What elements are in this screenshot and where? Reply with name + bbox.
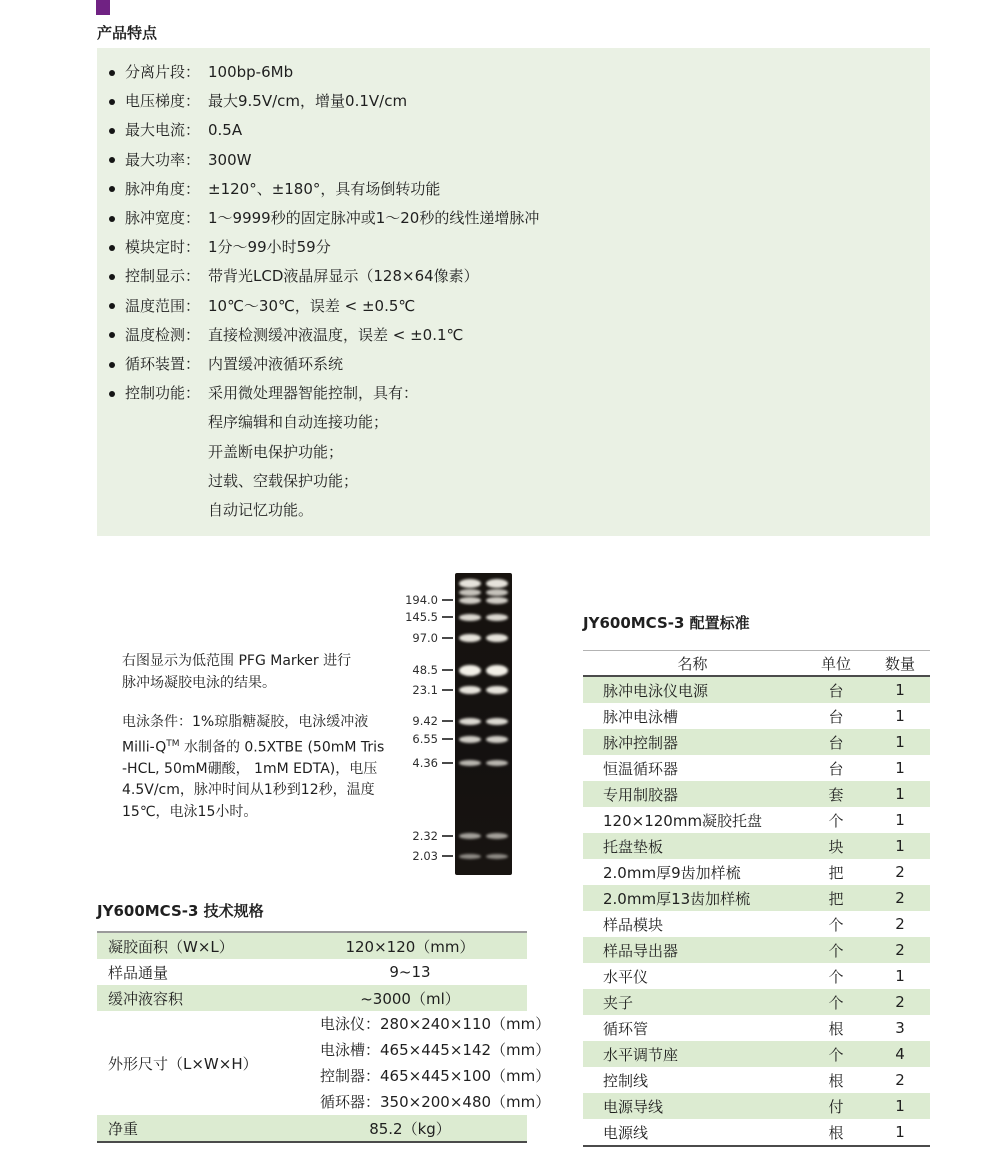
feature-label: 电压梯度： [125, 92, 201, 111]
gel-band [486, 579, 508, 588]
features-list [97, 48, 930, 525]
feature-label: 最大电流： [125, 121, 201, 140]
conditions-text: Milli-Q [122, 739, 167, 756]
conditions-line: -HCL, 50mM硼酸， 1mM EDTA)，电压 [122, 760, 378, 777]
spec-cell-label: 净重 [108, 1119, 139, 1138]
table-row [97, 1115, 527, 1141]
config-cell-name: 120×120mm凝胶托盘 [603, 811, 763, 830]
table-row [583, 677, 930, 703]
config-cell-qty: 1 [895, 811, 905, 829]
spec-cell-value [293, 1011, 550, 1115]
gel-image [455, 573, 512, 875]
bullet-cell [97, 321, 125, 350]
feature-value: 过载、空载保护功能； [208, 471, 359, 490]
spec-table [97, 931, 551, 1143]
spec-cell-label: 样品通量 [108, 963, 169, 982]
gel-band [486, 634, 508, 642]
feature-label: 温度检测： [125, 325, 201, 344]
spec-dimension-line: 循环器：350×200×480（mm） [320, 1093, 551, 1111]
gel-band [486, 686, 508, 694]
feature-value: 内置缓冲液循环系统 [208, 355, 344, 374]
config-cell-name: 专用制胶器 [603, 785, 679, 804]
feature-item [97, 116, 930, 145]
config-cell-qty: 1 [895, 759, 905, 777]
gel-marker-label [412, 631, 453, 645]
config-cell-unit: 把 [828, 863, 844, 882]
config-cell-name: 电源导线 [603, 1097, 664, 1116]
config-cell-name: 夹子 [603, 993, 634, 1012]
config-cell-qty: 1 [895, 1097, 905, 1115]
gel-marker-label [412, 829, 453, 843]
table-row [97, 1011, 551, 1115]
config-cell-unit: 台 [828, 733, 844, 752]
marker-value: 2.32 [412, 829, 438, 843]
feature-item [97, 87, 930, 116]
config-cell-name: 电源线 [603, 1123, 649, 1142]
config-cell-name: 水平仪 [603, 967, 649, 986]
config-cell-unit: 套 [828, 785, 844, 804]
spec-cell-value: 85.2（kg） [369, 1119, 451, 1138]
feature-item [97, 262, 930, 291]
bullet-icon [109, 99, 115, 105]
bullet-icon [109, 391, 115, 397]
feature-item-continued [97, 408, 930, 437]
gel-band [459, 614, 481, 621]
gel-lane-1 [458, 573, 482, 875]
config-cell-qty: 1 [895, 733, 905, 751]
table-row [583, 1041, 930, 1067]
table-row [583, 1015, 930, 1041]
marker-value: 48.5 [412, 663, 438, 677]
table-row [583, 859, 930, 885]
config-table-header [583, 651, 930, 677]
feature-label: 分离片段： [125, 63, 201, 81]
config-cell-unit: 根 [828, 1071, 844, 1090]
table-row [583, 807, 930, 833]
bullet-icon [109, 274, 115, 280]
gel-band [459, 760, 481, 766]
gel-marker-label [405, 593, 453, 607]
gel-caption [122, 651, 351, 694]
accent-square [96, 0, 110, 15]
feature-label: 控制功能： [125, 384, 201, 403]
config-cell-unit: 个 [828, 941, 844, 960]
gel-band [459, 736, 481, 743]
config-cell-unit: 根 [828, 1019, 844, 1038]
bullet-cell [97, 87, 125, 116]
bullet-cell [97, 146, 125, 175]
gel-band [486, 597, 508, 604]
feature-value: 10℃～30℃，误差 < ±0.5℃ [208, 296, 416, 315]
marker-tick [442, 720, 453, 722]
bullet-icon [109, 362, 115, 368]
gel-marker-label [412, 732, 453, 746]
gel-band [486, 760, 508, 766]
feature-value: 开盖断电保护功能； [208, 442, 344, 461]
feature-item [97, 204, 930, 233]
feature-value: 自动记忆功能。 [208, 501, 314, 520]
feature-label: 温度范围： [125, 296, 201, 315]
config-cell-qty: 1 [895, 707, 905, 725]
bullet-cell [97, 58, 125, 87]
feature-value: 300W [208, 150, 252, 169]
table-row [583, 833, 930, 859]
gel-lane-2 [485, 573, 509, 875]
config-cell-name: 脉冲控制器 [603, 733, 679, 752]
table-row [583, 703, 930, 729]
conditions-text: 水制备的 0.5XTBE (50mM Tris [179, 739, 385, 756]
feature-label: 脉冲宽度： [125, 209, 201, 228]
config-cell-unit: 台 [828, 759, 844, 778]
config-cell-qty: 2 [895, 889, 905, 907]
config-cell-name: 托盘垫板 [603, 837, 664, 856]
marker-value: 97.0 [412, 631, 438, 645]
feature-label: 控制显示： [125, 267, 201, 286]
bullet-icon [109, 303, 115, 309]
config-cell-qty: 1 [895, 967, 905, 985]
marker-tick [442, 669, 453, 671]
config-cell-unit: 块 [828, 837, 844, 856]
bullet-icon [109, 157, 115, 163]
bullet-icon [109, 70, 115, 76]
table-row [583, 755, 930, 781]
config-section [583, 612, 930, 1147]
config-cell-qty: 1 [895, 1123, 905, 1141]
table-row [583, 1093, 930, 1119]
gel-band [459, 579, 481, 588]
spec-dimension-line: 控制器：465×445×100（mm） [320, 1067, 551, 1085]
config-cell-unit: 台 [828, 707, 844, 726]
config-cell-unit: 个 [828, 967, 844, 986]
table-row [97, 985, 527, 1011]
config-cell-name: 水平调节座 [603, 1045, 679, 1064]
gel-band [486, 614, 508, 621]
bullet-cell [97, 292, 125, 321]
bullet-icon [109, 332, 115, 338]
config-cell-qty: 2 [895, 915, 905, 933]
spec-cell-value: 120×120（mm） [345, 937, 475, 956]
config-cell-unit: 根 [828, 1123, 844, 1142]
config-header-unit: 单位 [820, 654, 851, 673]
feature-value: 100bp-6Mb [208, 63, 294, 81]
marker-value: 6.55 [412, 732, 438, 746]
config-cell-qty: 2 [895, 863, 905, 881]
marker-value: 2.03 [412, 849, 438, 863]
feature-value: 最大9.5V/cm，增量0.1V/cm [208, 92, 408, 111]
gel-marker-label [412, 683, 453, 697]
config-cell-qty: 2 [895, 993, 905, 1011]
gel-band [459, 589, 481, 596]
config-cell-unit: 把 [828, 889, 844, 908]
bullet-icon [109, 128, 115, 134]
bullet-icon [109, 186, 115, 192]
bullet-icon [109, 216, 115, 222]
features-panel [97, 48, 930, 536]
bullet-cell [97, 204, 125, 233]
config-header-name: 名称 [677, 654, 708, 673]
feature-value: 直接检测缓冲液温度，误差 < ±0.1℃ [208, 325, 464, 344]
table-row [97, 959, 527, 985]
bullet-cell [97, 175, 125, 204]
config-cell-unit: 付 [828, 1097, 844, 1116]
config-cell-qty: 1 [895, 785, 905, 803]
table-row [583, 1067, 930, 1093]
gel-marker-label [412, 663, 453, 677]
marker-tick [442, 689, 453, 691]
gel-band [486, 854, 508, 859]
conditions-line: Milli-Q™ 水制备的 0.5XTBE (50mM Tris [122, 738, 385, 756]
marker-value: 4.36 [412, 756, 438, 770]
gel-band [459, 833, 481, 839]
conditions-line: 电泳条件：1%琼脂糖凝胶，电泳缓冲液 [122, 714, 369, 730]
marker-value: 23.1 [412, 683, 438, 697]
feature-label: 最大功率： [125, 150, 201, 169]
spec-cell-value: 9~13 [389, 963, 431, 981]
config-table [583, 650, 930, 1147]
feature-item-continued [97, 467, 930, 496]
gel-band [459, 686, 481, 694]
config-cell-qty: 1 [895, 681, 905, 699]
feature-value: 1分～99小时59分 [208, 238, 331, 257]
feature-value: 1～9999秒的固定脉冲或1～20秒的线性递增脉冲 [208, 209, 540, 228]
gel-band [486, 718, 508, 725]
marker-value: 194.0 [405, 593, 438, 607]
marker-tick [442, 599, 453, 601]
feature-item [97, 321, 930, 350]
config-cell-unit: 个 [828, 811, 844, 830]
config-cell-name: 样品导出器 [603, 941, 679, 960]
marker-tick [442, 762, 453, 764]
caption-line: 右图显示为低范围 PFG Marker 进行 [122, 653, 352, 669]
bullet-cell [97, 233, 125, 262]
feature-item [97, 292, 930, 321]
feature-label: 模块定时： [125, 238, 201, 257]
feature-label: 脉冲角度： [125, 179, 201, 198]
gel-band [486, 665, 508, 676]
gel-band [459, 597, 481, 604]
feature-value: 0.5A [208, 121, 243, 140]
spec-cell-label: 缓冲液容积 [108, 989, 184, 1008]
gel-band [486, 833, 508, 839]
feature-item [97, 350, 930, 379]
config-cell-unit: 个 [828, 915, 844, 934]
feature-value: 带背光LCD液晶屏显示（128×64像素） [208, 267, 479, 286]
table-row [583, 911, 930, 937]
feature-item [97, 233, 930, 262]
gel-band [486, 589, 508, 596]
config-table-body [583, 677, 930, 1145]
config-header-qty: 数量 [884, 654, 915, 673]
gel-marker-scale [375, 573, 453, 875]
marker-value: 9.42 [412, 714, 438, 728]
spec-section [97, 900, 551, 1143]
spec-title: JY600MCS-3 技术规格 [97, 902, 264, 920]
table-row [583, 937, 930, 963]
table-row [583, 989, 930, 1015]
bullet-cell [97, 116, 125, 145]
feature-value: 程序编辑和自动连接功能； [208, 413, 389, 432]
config-cell-qty: 3 [895, 1019, 905, 1037]
table-row [583, 729, 930, 755]
feature-value: 采用微处理器智能控制，具有： [208, 384, 419, 403]
gel-marker-label [405, 610, 453, 624]
gel-marker-label [412, 849, 453, 863]
spec-cell-label: 凝胶面积（W×L） [108, 937, 234, 956]
config-cell-unit: 个 [828, 1045, 844, 1064]
feature-item-continued [97, 438, 930, 467]
spec-dimension-line: 电泳仪：280×240×110（mm） [320, 1015, 551, 1033]
config-cell-unit: 个 [828, 993, 844, 1012]
gel-conditions [122, 712, 384, 823]
config-cell-unit: 台 [828, 681, 844, 700]
spec-cell-label: 外形尺寸（L×W×H） [108, 1054, 258, 1073]
gel-band [459, 718, 481, 725]
marker-tick [442, 738, 453, 740]
bullet-cell [97, 350, 125, 379]
marker-tick [442, 835, 453, 837]
spec-cell-value: ~3000（ml） [360, 989, 460, 1008]
config-cell-name: 2.0mm厚13齿加样梳 [603, 889, 751, 908]
config-cell-name: 脉冲电泳仪电源 [603, 681, 709, 700]
feature-item [97, 58, 930, 87]
config-title: JY600MCS-3 配置标准 [583, 614, 750, 632]
config-cell-qty: 2 [895, 1071, 905, 1089]
feature-item-continued [97, 496, 930, 525]
table-row [97, 933, 527, 959]
conditions-line: 15℃，电泳15小时。 [122, 803, 258, 820]
config-cell-name: 2.0mm厚9齿加样梳 [603, 863, 741, 882]
config-cell-qty: 4 [895, 1045, 905, 1063]
config-cell-name: 循环管 [603, 1019, 649, 1038]
table-row [583, 963, 930, 989]
caption-line: 脉冲场凝胶电泳的结果。 [122, 674, 276, 691]
marker-tick [442, 637, 453, 639]
marker-tick [442, 616, 453, 618]
bullet-cell [97, 379, 125, 408]
gel-band [459, 634, 481, 642]
config-cell-name: 脉冲电泳槽 [603, 707, 679, 726]
gel-band [459, 854, 481, 859]
feature-label: 循环装置： [125, 355, 201, 374]
marker-tick [442, 855, 453, 857]
bullet-cell [97, 262, 125, 291]
marker-value: 145.5 [405, 610, 438, 624]
feature-value: ±120°、±180°，具有场倒转功能 [208, 179, 441, 198]
table-row [583, 781, 930, 807]
conditions-line: 4.5V/cm，脉冲时间从1秒到12秒，温度 [122, 782, 375, 799]
table-row [583, 1119, 930, 1145]
gel-band [486, 736, 508, 743]
gel-band [459, 665, 481, 676]
config-cell-name: 样品模块 [603, 915, 664, 934]
config-cell-name: 控制线 [603, 1071, 649, 1090]
feature-item [97, 146, 930, 175]
config-cell-qty: 1 [895, 837, 905, 855]
feature-item [97, 379, 930, 408]
feature-item [97, 175, 930, 204]
gel-marker-label [412, 756, 453, 770]
table-row [583, 885, 930, 911]
spec-dimension-line: 电泳槽：465×445×142（mm） [320, 1041, 551, 1059]
config-cell-qty: 2 [895, 941, 905, 959]
gel-marker-label [412, 714, 453, 728]
features-heading: 产品特点 [97, 24, 158, 42]
config-cell-name: 恒温循环器 [603, 759, 679, 778]
bullet-icon [109, 245, 115, 251]
